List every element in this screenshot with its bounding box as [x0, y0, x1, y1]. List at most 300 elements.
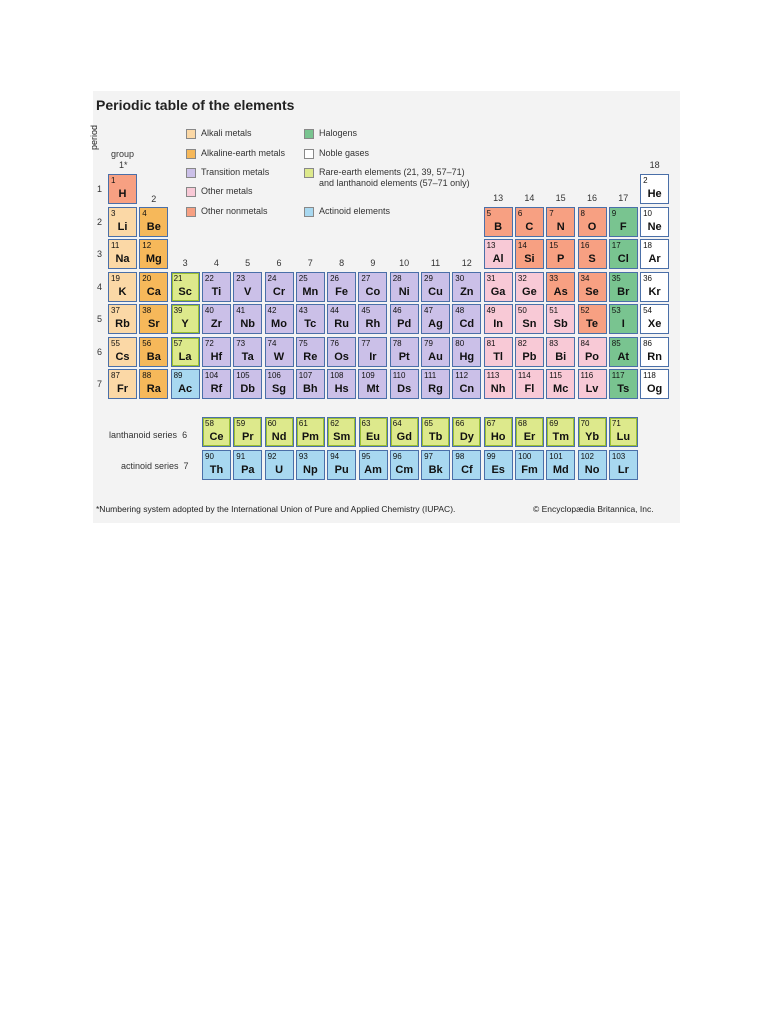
element-symbol: Hg: [459, 350, 475, 363]
element-cell-au: [421, 337, 450, 367]
element-symbol: Lu: [616, 431, 631, 443]
atomic-number: 42: [267, 306, 277, 315]
atomic-number: 3: [111, 208, 116, 218]
element-cell-b: [484, 207, 513, 237]
atomic-number: 91: [236, 452, 246, 461]
atomic-number: 87: [111, 371, 120, 380]
element-symbol: Np: [303, 464, 318, 476]
element-cell-ca: [139, 272, 168, 302]
element-symbol: Hs: [334, 383, 349, 395]
element-symbol: Og: [646, 383, 663, 395]
element-symbol: Ho: [490, 431, 506, 443]
element-cell-br: [609, 272, 638, 302]
atomic-number: 6: [517, 208, 523, 218]
element-symbol: He: [647, 188, 662, 200]
element-symbol: Au: [428, 350, 443, 363]
legend-label-noble: Noble gases: [319, 148, 370, 158]
element-symbol: Ca: [146, 285, 161, 298]
element-symbol: Sc: [178, 285, 192, 298]
atomic-number: 13: [486, 241, 496, 250]
atomic-number: 70: [580, 419, 590, 428]
group-label-18: 18: [649, 160, 660, 170]
element-symbol: Cf: [461, 464, 473, 476]
element-cell-lv: [578, 369, 607, 399]
atomic-number: 107: [298, 371, 313, 380]
atomic-number: 116: [580, 371, 594, 380]
element-cell-hs: [327, 369, 356, 399]
element-symbol: Cn: [459, 383, 475, 395]
atomic-number: 24: [267, 273, 277, 283]
group-label-14: 14: [524, 193, 535, 203]
element-cell-cd: [452, 304, 481, 334]
legend-swatch-noble: [304, 149, 314, 159]
element-cell-ta: [233, 337, 262, 367]
element-cell-rf: [202, 369, 231, 399]
period-axis-label: period: [89, 124, 99, 150]
group-label-1: 1*: [119, 160, 128, 170]
element-cell-mn: [296, 272, 325, 302]
element-symbol: La: [178, 350, 192, 363]
element-symbol: F: [619, 220, 627, 233]
element-symbol: Mc: [553, 383, 569, 395]
legend-label-alkali: Alkali metals: [201, 128, 252, 138]
element-cell-co: [358, 272, 387, 302]
element-cell-ts: [609, 369, 638, 399]
element-cell-pd: [390, 304, 419, 334]
atomic-number: 111: [424, 371, 437, 380]
period-label-2: 2: [97, 216, 103, 227]
element-symbol: Dy: [459, 431, 474, 443]
element-symbol: S: [588, 253, 596, 265]
period-label-4: 4: [97, 281, 103, 292]
element-symbol: Ds: [397, 383, 412, 395]
element-symbol: Co: [365, 285, 381, 298]
element-symbol: W: [273, 350, 285, 363]
element-cell-pu: [327, 450, 356, 480]
element-symbol: Mg: [145, 253, 162, 265]
atomic-number: 83: [549, 338, 559, 348]
group-label-11: 11: [430, 258, 441, 268]
element-cell-he: [640, 174, 669, 204]
atomic-number: 15: [549, 241, 559, 250]
element-cell-ar: [640, 239, 669, 269]
element-symbol: Sg: [271, 383, 287, 395]
atomic-number: 8: [580, 208, 585, 218]
atomic-number: 61: [298, 419, 308, 428]
group-label-3: 3: [182, 258, 188, 268]
element-cell-pa: [233, 450, 262, 480]
element-cell-pr: [233, 417, 262, 447]
element-cell-cn: [452, 369, 481, 399]
element-cell-ga: [484, 272, 513, 302]
atomic-number: 67: [486, 419, 496, 428]
element-cell-tl: [484, 337, 513, 367]
atomic-number: 53: [611, 306, 621, 315]
atomic-number: 32: [517, 273, 527, 283]
atomic-number: 40: [204, 306, 214, 315]
atomic-number: 2: [643, 176, 648, 185]
element-symbol: At: [617, 350, 630, 363]
element-symbol: H: [118, 188, 127, 200]
atomic-number: 60: [267, 419, 277, 428]
group-label-6: 6: [276, 258, 282, 268]
atomic-number: 35: [611, 273, 621, 283]
element-symbol: Ni: [398, 285, 410, 298]
element-cell-be: [139, 207, 168, 237]
element-cell-bi: [546, 337, 575, 367]
atomic-number: 18: [643, 241, 652, 250]
atomic-number: 47: [424, 306, 433, 315]
footnote: *Numbering system adopted by the International Union of Pure and Applied Chemistry (IUPAC).: [96, 504, 456, 514]
element-symbol: Lv: [585, 383, 599, 395]
element-cell-zn: [452, 272, 481, 302]
atomic-number: 45: [361, 306, 371, 315]
element-symbol: Zn: [460, 285, 474, 298]
element-symbol: Pd: [397, 318, 412, 330]
group-label-4: 4: [213, 258, 219, 268]
element-symbol: Cl: [617, 253, 629, 265]
atomic-number: 98: [455, 452, 465, 461]
period-label-1: 1: [97, 184, 103, 194]
element-symbol: Se: [585, 285, 599, 298]
element-symbol: Ne: [647, 220, 662, 233]
element-cell-md: [546, 450, 575, 480]
element-cell-al: [484, 239, 513, 269]
atomic-number: 79: [424, 338, 433, 348]
atomic-number: 71: [611, 419, 621, 428]
element-cell-db: [233, 369, 262, 399]
element-symbol: Cu: [428, 285, 443, 298]
element-cell-tb: [421, 417, 450, 447]
element-cell-ge: [515, 272, 544, 302]
period-label-7: 7: [97, 379, 103, 389]
atomic-number: 39: [173, 306, 183, 315]
element-symbol: Eu: [365, 431, 381, 443]
element-symbol: N: [556, 220, 565, 233]
group-axis-label: group: [111, 149, 135, 159]
element-symbol: Ce: [209, 431, 224, 443]
atomic-number: 1: [111, 176, 116, 185]
group-label-15: 15: [555, 193, 566, 203]
period-label-5: 5: [97, 314, 103, 324]
element-cell-tm: [546, 417, 575, 447]
element-symbol: Md: [552, 464, 569, 476]
element-symbol: Al: [492, 253, 504, 265]
atomic-number: 94: [330, 452, 340, 461]
atomic-number: 95: [361, 452, 371, 461]
element-cell-ni: [390, 272, 419, 302]
element-cell-no: [578, 450, 607, 480]
atomic-number: 90: [205, 452, 214, 461]
element-cell-sc: [171, 272, 200, 302]
atomic-number: 12: [142, 241, 152, 250]
group-label-2: 2: [151, 194, 157, 204]
element-cell-sg: [265, 369, 294, 399]
element-cell-mc: [546, 369, 575, 399]
element-symbol: P: [557, 253, 565, 265]
element-symbol: Db: [240, 383, 256, 395]
element-symbol: Re: [303, 350, 318, 363]
element-symbol: Hf: [210, 350, 223, 363]
element-cell-xe: [640, 304, 669, 334]
element-symbol: Sn: [522, 318, 537, 330]
group-label-7: 7: [307, 258, 313, 268]
element-symbol: Os: [334, 350, 349, 363]
element-cell-ne: [640, 207, 669, 237]
element-cell-ho: [484, 417, 513, 447]
element-symbol: Si: [524, 253, 535, 265]
atomic-number: 82: [517, 338, 527, 348]
period-label-3: 3: [97, 249, 103, 259]
element-symbol: Ga: [490, 285, 506, 298]
element-cell-fe: [327, 272, 356, 302]
legend-swatch-halogen: [304, 129, 314, 139]
period-label-6: 6: [97, 346, 103, 357]
atomic-number: 17: [611, 241, 621, 250]
element-cell-cs: [108, 337, 137, 367]
element-cell-kr: [640, 272, 669, 302]
atomic-number: 103: [611, 452, 626, 461]
element-cell-dy: [452, 417, 481, 447]
element-symbol: Xe: [647, 318, 662, 330]
element-cell-mo: [265, 304, 294, 334]
element-cell-na: [108, 239, 137, 269]
group-label-16: 16: [586, 193, 597, 203]
element-cell-sm: [327, 417, 356, 447]
element-cell-zr: [202, 304, 231, 334]
element-cell-rn: [640, 337, 669, 367]
element-symbol: Nh: [490, 383, 506, 395]
element-cell-mt: [358, 369, 387, 399]
atomic-number: 110: [392, 371, 406, 380]
element-symbol: I: [621, 318, 625, 330]
atomic-number: 11: [111, 241, 120, 250]
element-symbol: Mo: [271, 318, 287, 330]
atomic-number: 14: [517, 241, 527, 250]
element-symbol: Ir: [369, 350, 377, 363]
element-symbol: Y: [181, 318, 189, 330]
atomic-number: 97: [424, 452, 433, 461]
element-cell-sr: [139, 304, 168, 334]
element-cell-er: [515, 417, 544, 447]
element-symbol: O: [587, 220, 597, 233]
element-cell-w: [265, 337, 294, 367]
element-cell-li: [108, 207, 137, 237]
element-symbol: Cm: [395, 464, 414, 476]
element-symbol: Zr: [210, 318, 222, 330]
atomic-number: 56: [142, 338, 152, 348]
atomic-number: 28: [392, 273, 402, 283]
element-symbol: Nb: [240, 318, 256, 330]
atomic-number: 72: [204, 338, 214, 348]
atomic-number: 80: [455, 338, 465, 348]
element-symbol: Rb: [115, 318, 130, 330]
element-cell-sb: [546, 304, 575, 334]
actinoid-series-label: actinoid series 7: [121, 461, 189, 471]
element-symbol: Pb: [522, 350, 537, 363]
atomic-number: 5: [486, 208, 492, 218]
element-cell-lr: [609, 450, 638, 480]
element-cell-p: [546, 239, 575, 269]
element-cell-ac: [171, 369, 200, 399]
lanthanoid-series-label: lanthanoid series 6: [109, 430, 188, 440]
element-symbol: Nd: [271, 431, 287, 443]
element-symbol: Fl: [524, 383, 535, 395]
element-cell-og: [640, 369, 669, 399]
element-cell-ba: [139, 337, 168, 367]
legend-label-transition: Transition metals: [201, 167, 270, 177]
atomic-number: 105: [236, 371, 250, 380]
element-symbol: Ta: [241, 350, 254, 363]
element-symbol: Bk: [428, 464, 443, 476]
legend-swatch-actinoid: [304, 207, 314, 217]
atomic-number: 52: [580, 306, 590, 315]
element-cell-k: [108, 272, 137, 302]
element-symbol: Tm: [552, 431, 570, 443]
element-cell-in: [484, 304, 513, 334]
atomic-number: 113: [486, 371, 500, 380]
element-symbol: Ts: [617, 383, 630, 395]
group-label-5: 5: [245, 258, 251, 268]
element-symbol: Tc: [304, 318, 317, 330]
atomic-number: 101: [549, 452, 563, 461]
element-cell-lu: [609, 417, 638, 447]
element-symbol: Mt: [366, 383, 380, 395]
atomic-number: 10: [643, 208, 652, 218]
group-label-8: 8: [339, 258, 345, 268]
element-symbol: U: [275, 464, 284, 476]
element-cell-pt: [390, 337, 419, 367]
atomic-number: 31: [486, 273, 496, 283]
element-symbol: Sm: [333, 431, 351, 443]
element-symbol: Be: [146, 220, 161, 233]
legend-swatch-alkaline: [186, 149, 196, 159]
atomic-number: 48: [455, 306, 465, 315]
element-symbol: Sr: [147, 318, 160, 330]
atomic-number: 88: [142, 371, 152, 380]
element-cell-nb: [233, 304, 262, 334]
element-symbol: Pt: [398, 350, 410, 363]
group-label-9: 9: [370, 258, 376, 268]
atomic-number: 69: [549, 419, 559, 428]
atomic-number: 44: [330, 306, 339, 315]
copyright: © Encyclopædia Britannica, Inc.: [533, 504, 654, 514]
page-title: Periodic table of the elements: [96, 97, 295, 113]
atomic-number: 64: [392, 419, 402, 428]
element-cell-rg: [421, 369, 450, 399]
atomic-number: 81: [486, 338, 496, 348]
element-cell-bh: [296, 369, 325, 399]
element-symbol: Kr: [648, 285, 661, 298]
element-cell-ce: [202, 417, 231, 447]
element-cell-c: [515, 207, 544, 237]
atomic-number: 75: [298, 338, 308, 348]
element-symbol: Pm: [301, 431, 319, 443]
element-cell-ru: [327, 304, 356, 334]
element-cell-pm: [296, 417, 325, 447]
element-cell-y: [171, 304, 200, 334]
atomic-number: 84: [580, 338, 590, 348]
element-symbol: Ge: [522, 285, 537, 298]
atomic-number: 43: [298, 306, 308, 315]
atomic-number: 115: [549, 371, 562, 380]
element-symbol: Pa: [241, 464, 255, 476]
element-cell-bk: [421, 450, 450, 480]
atomic-number: 19: [111, 273, 120, 283]
element-cell-ti: [202, 272, 231, 302]
atomic-number: 29: [424, 273, 433, 283]
element-symbol: Ar: [648, 253, 661, 265]
element-symbol: No: [584, 464, 600, 476]
atomic-number: 4: [142, 208, 147, 218]
atomic-number: 78: [392, 338, 402, 348]
element-cell-eu: [359, 417, 388, 447]
group-label-12: 12: [461, 258, 472, 268]
element-symbol: Th: [209, 464, 224, 476]
element-cell-hg: [452, 337, 481, 367]
element-cell-si: [515, 239, 544, 269]
legend-swatch-nonmetal: [186, 207, 196, 217]
element-cell-fr: [108, 369, 137, 399]
element-symbol: Tl: [493, 350, 503, 363]
element-symbol: Mn: [302, 285, 319, 298]
element-symbol: Er: [523, 431, 536, 443]
element-cell-mg: [139, 239, 168, 269]
element-symbol: K: [118, 285, 127, 298]
atomic-number: 30: [455, 273, 465, 283]
atomic-number: 63: [361, 419, 371, 428]
atomic-number: 9: [611, 208, 617, 218]
atomic-number: 36: [643, 273, 652, 283]
atomic-number: 50: [517, 306, 527, 315]
element-symbol: As: [553, 285, 568, 298]
atomic-number: 23: [236, 273, 246, 283]
element-symbol: Ti: [211, 285, 222, 298]
element-cell-ir: [358, 337, 387, 367]
atomic-number: 96: [392, 452, 402, 461]
legend-label-rare: Rare-earth elements (21, 39, 57–71): [319, 167, 465, 177]
atomic-number: 54: [643, 306, 652, 315]
atomic-number: 74: [267, 338, 277, 348]
atomic-number: 73: [236, 338, 246, 348]
element-cell-cu: [421, 272, 450, 302]
element-symbol: Cs: [115, 350, 130, 363]
element-symbol: Am: [364, 464, 382, 476]
atomic-number: 7: [549, 208, 554, 218]
element-cell-hf: [202, 337, 231, 367]
element-cell-po: [578, 337, 607, 367]
element-cell-v: [233, 272, 262, 302]
element-cell-nd: [265, 417, 294, 447]
element-cell-nh: [484, 369, 513, 399]
atomic-number: 77: [361, 338, 371, 348]
atomic-number: 20: [142, 273, 152, 283]
element-symbol: Ra: [146, 383, 161, 395]
atomic-number: 22: [204, 273, 214, 283]
legend-label-actinoid: Actinoid elements: [319, 206, 391, 216]
element-cell-rb: [108, 304, 137, 334]
element-cell-ra: [139, 369, 168, 399]
element-cell-am: [359, 450, 388, 480]
element-symbol: Sb: [553, 318, 568, 330]
atomic-number: 21: [173, 273, 183, 283]
legend-swatch-alkali: [186, 129, 196, 139]
element-cell-f: [609, 207, 638, 237]
element-symbol: Gd: [396, 431, 412, 443]
element-cell-gd: [390, 417, 419, 447]
atomic-number: 62: [330, 419, 340, 428]
element-cell-re: [296, 337, 325, 367]
